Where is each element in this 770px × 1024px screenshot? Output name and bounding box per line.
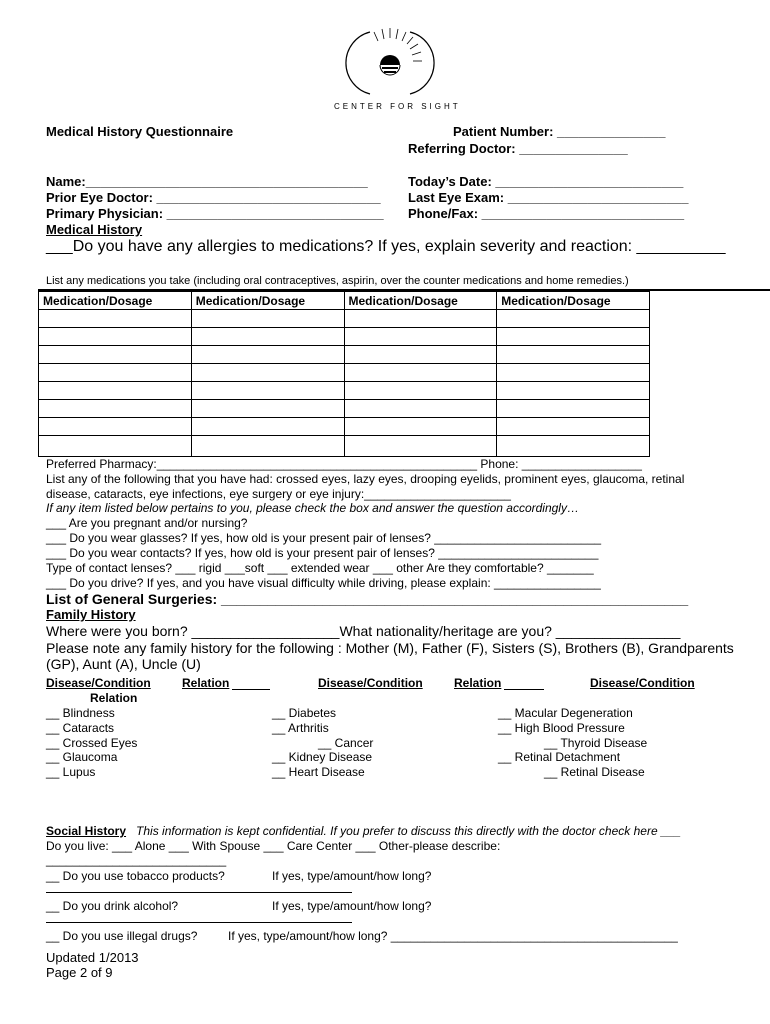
- medication-cell[interactable]: [344, 346, 497, 364]
- medical-history-heading: Medical History: [46, 222, 143, 237]
- relation-underline: [232, 689, 270, 690]
- logo-org-name: CENTER FOR SIGHT: [334, 102, 461, 111]
- medication-cell[interactable]: [344, 328, 497, 346]
- phone-fax-field[interactable]: Phone/Fax: ____________________________: [408, 206, 685, 221]
- family-condition-item[interactable]: __ Macular Degeneration: [498, 706, 633, 720]
- family-history-heading: Family History: [46, 607, 136, 622]
- medication-cell[interactable]: [39, 364, 192, 382]
- prior-eye-doctor-field[interactable]: Prior Eye Doctor: _______________________________: [46, 190, 381, 205]
- family-condition-item[interactable]: __ Cataracts: [46, 721, 115, 735]
- col-header-disease-1: Disease/Condition: [46, 676, 151, 690]
- col-header-relation-1: Relation: [182, 676, 230, 690]
- alcohol-answer-line[interactable]: [46, 922, 352, 923]
- col-header-disease-3: Disease/Condition: [590, 676, 695, 690]
- family-condition-item[interactable]: __ Thyroid Disease: [544, 736, 648, 750]
- living-situation-question[interactable]: Do you live: ___ Alone ___ With Spouse ___ Care Center ___ Other-please describe:: [46, 839, 501, 853]
- medication-cell[interactable]: [191, 418, 344, 436]
- family-condition-item[interactable]: __ Diabetes: [272, 706, 337, 720]
- medication-cell[interactable]: [344, 310, 497, 328]
- medication-cell[interactable]: [497, 382, 650, 400]
- family-condition-item[interactable]: __ Heart Disease: [272, 765, 365, 779]
- table-row: [39, 310, 650, 328]
- center-for-sight-logo: [340, 20, 440, 100]
- table-header-row: [39, 292, 650, 310]
- alcohol-followup: If yes, type/amount/how long?: [272, 899, 432, 913]
- medication-cell[interactable]: [497, 400, 650, 418]
- col-header-disease-2: Disease/Condition: [318, 676, 423, 690]
- medication-cell[interactable]: [39, 346, 192, 364]
- drugs-question[interactable]: __ Do you use illegal drugs?: [46, 929, 198, 943]
- living-description-line[interactable]: ___________________________: [46, 853, 227, 867]
- family-condition-item[interactable]: __ Retinal Detachment: [498, 750, 621, 764]
- relation-underline: [504, 689, 544, 690]
- medication-cell[interactable]: [191, 310, 344, 328]
- medication-cell[interactable]: [39, 382, 192, 400]
- family-condition-item[interactable]: __ Glaucoma: [46, 750, 118, 764]
- medications-table: [38, 291, 650, 457]
- family-condition-item[interactable]: __ Blindness: [46, 706, 115, 720]
- table-row: [39, 328, 650, 346]
- preferred-pharmacy-field[interactable]: Preferred Pharmacy:________________________________________________ Phone: __________________: [46, 457, 642, 471]
- instructions-text: If any item listed below pertains to you, please check the box and answer the question accordingly…: [46, 501, 579, 515]
- medication-cell[interactable]: [39, 328, 192, 346]
- medication-cell[interactable]: [497, 364, 650, 382]
- glasses-question[interactable]: ___ Do you wear glasses? If yes, how old is your present pair of lenses? _________________________: [46, 531, 602, 545]
- medication-cell[interactable]: [497, 436, 650, 457]
- table-header-cell: Medication/Dosage: [39, 292, 192, 310]
- medication-cell[interactable]: [191, 364, 344, 382]
- table-row: [39, 436, 650, 457]
- family-condition-item[interactable]: __ High Blood Pressure: [498, 721, 625, 735]
- medication-cell[interactable]: [344, 400, 497, 418]
- medication-cell[interactable]: [39, 436, 192, 457]
- table-row: [39, 382, 650, 400]
- medication-cell[interactable]: [39, 418, 192, 436]
- medication-cell[interactable]: [344, 418, 497, 436]
- general-surgeries-field[interactable]: List of General Surgeries: ____________________________________________________________: [46, 591, 689, 607]
- social-history-intro: [46, 824, 681, 838]
- medication-cell[interactable]: [497, 346, 650, 364]
- primary-physician-field[interactable]: Primary Physician: ______________________________: [46, 206, 384, 221]
- page-number: Page 2 of 9: [46, 965, 113, 980]
- form-title: Medical History Questionnaire: [46, 124, 234, 139]
- medication-cell[interactable]: [344, 436, 497, 457]
- social-history-heading: Social History: [46, 824, 127, 838]
- table-row: [39, 346, 650, 364]
- medication-cell[interactable]: [497, 328, 650, 346]
- family-condition-item[interactable]: __ Arthritis: [272, 721, 329, 735]
- contact-type-question[interactable]: Type of contact lenses? ___ rigid ___soft ___ extended wear ___ other Are they comfortable? _______: [46, 561, 594, 575]
- drugs-followup[interactable]: If yes, type/amount/how long? ___________________________________________: [228, 929, 678, 943]
- name-field[interactable]: Name:_______________________________________: [46, 174, 368, 189]
- contacts-question[interactable]: ___ Do you wear contacts? If yes, how old is your present pair of lenses? ________________________: [46, 546, 599, 560]
- conditions-question-line2[interactable]: disease, cataracts, eye infections, eye surgery or eye injury:______________________: [46, 487, 511, 501]
- medication-cell[interactable]: [344, 382, 497, 400]
- medication-cell[interactable]: [39, 310, 192, 328]
- table-row: [39, 418, 650, 436]
- tobacco-question[interactable]: __ Do you use tobacco products?: [46, 869, 225, 883]
- birthplace-question[interactable]: Where were you born? ___________________What nationality/heritage are you? ________________: [46, 623, 681, 639]
- medication-cell[interactable]: [39, 400, 192, 418]
- medication-cell[interactable]: [191, 400, 344, 418]
- family-condition-item[interactable]: __ Retinal Disease: [544, 765, 645, 779]
- col-header-relation-3: Relation: [90, 691, 138, 705]
- alcohol-question[interactable]: __ Do you drink alcohol?: [46, 899, 179, 913]
- table-header-cell: Medication/Dosage: [191, 292, 344, 310]
- patient-number-field[interactable]: Patient Number: _______________: [453, 124, 666, 139]
- table-row: [39, 400, 650, 418]
- family-condition-item[interactable]: __ Cancer: [318, 736, 374, 750]
- todays-date-field[interactable]: Today’s Date: __________________________: [408, 174, 684, 189]
- col-header-relation-2: Relation: [454, 676, 502, 690]
- updated-date: Updated 1/2013: [46, 950, 139, 965]
- tobacco-answer-line[interactable]: [46, 892, 352, 893]
- table-row: [39, 364, 650, 382]
- medication-cell[interactable]: [497, 418, 650, 436]
- referring-doctor-field[interactable]: Referring Doctor: _______________: [408, 141, 628, 156]
- family-history-note-line2: (GP), Aunt (A), Uncle (U): [46, 656, 201, 672]
- medication-cell[interactable]: [191, 382, 344, 400]
- pregnant-question[interactable]: ___ Are you pregnant and/or nursing?: [46, 516, 248, 530]
- tobacco-followup: If yes, type/amount/how long?: [272, 869, 432, 883]
- medication-cell[interactable]: [191, 328, 344, 346]
- medication-cell[interactable]: [191, 436, 344, 457]
- allergies-question[interactable]: ___Do you have any allergies to medications? If yes, explain severity and reaction: __________: [46, 238, 726, 255]
- medications-intro: List any medications you take (including oral contraceptives, aspirin, over the counter medications and home remedies.): [46, 275, 629, 287]
- conditions-question-line1: List any of the following that you have had: crossed eyes, lazy eyes, drooping eyelids, prominent eyes, glaucoma, retinal: [46, 472, 685, 486]
- family-condition-item[interactable]: __ Lupus: [46, 765, 96, 779]
- medication-cell[interactable]: [191, 346, 344, 364]
- drive-question[interactable]: ___ Do you drive? If yes, and you have visual difficulty while driving, please explain: ________________: [46, 576, 601, 590]
- table-header-cell: Medication/Dosage: [497, 292, 650, 310]
- medication-cell[interactable]: [497, 310, 650, 328]
- medication-cell[interactable]: [344, 364, 497, 382]
- social-history-note[interactable]: This information is kept confidential. If you prefer to discuss this directly with the doctor check here ___: [136, 824, 681, 838]
- family-history-note-line1: Please note any family history for the following : Mother (M), Father (F), Sisters (S), Brothers (B), Grandparents: [46, 640, 734, 656]
- table-header-cell: Medication/Dosage: [344, 292, 497, 310]
- family-condition-item[interactable]: __ Kidney Disease: [272, 750, 373, 764]
- last-eye-exam-field[interactable]: Last Eye Exam: _________________________: [408, 190, 689, 205]
- family-condition-item[interactable]: __ Crossed Eyes: [46, 736, 138, 750]
